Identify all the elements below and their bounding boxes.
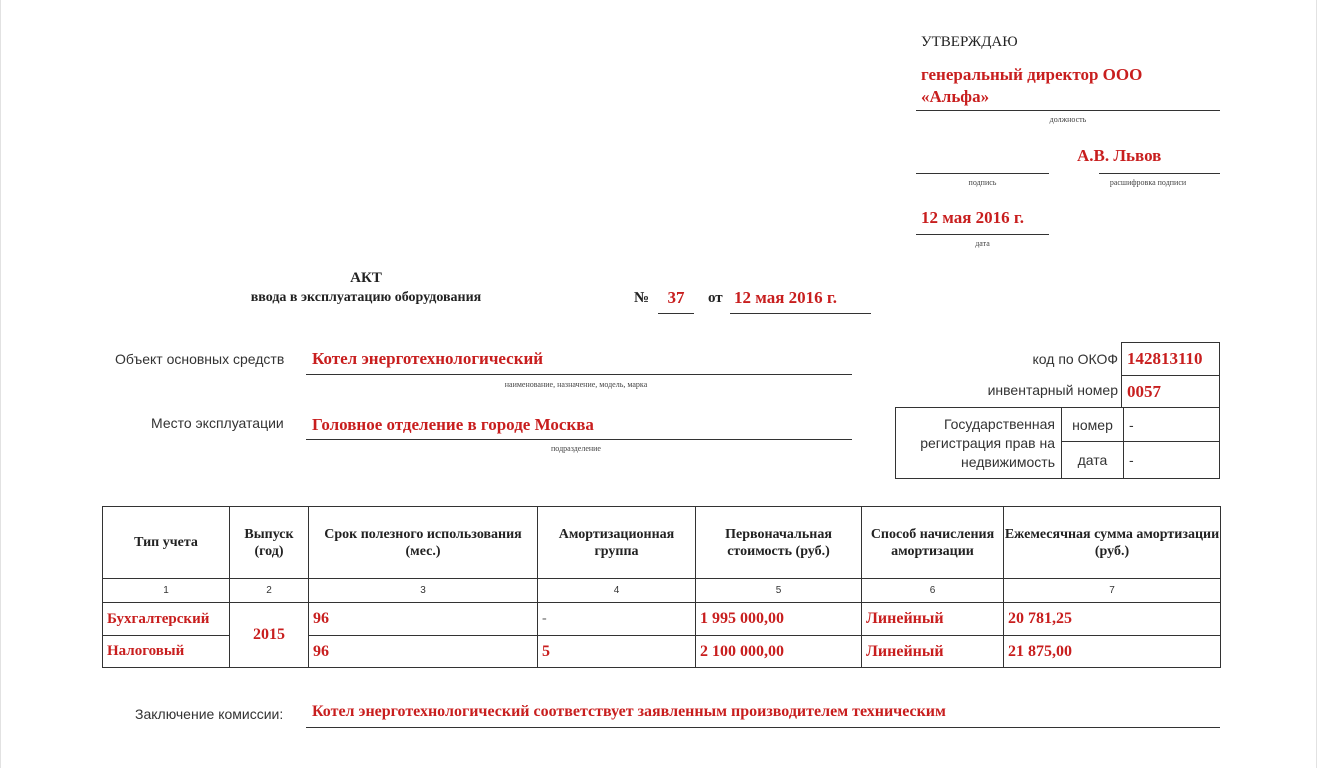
row-monthly: 20 781,25 [1004,603,1221,636]
col-number: 7 [1004,579,1221,603]
row-year: 2015 [230,603,309,668]
registration-box [895,407,1220,479]
act-number-label: № [634,290,650,306]
header-year: Выпуск (год) [230,507,309,579]
date-caption: дата [975,239,990,248]
table-row [103,603,1221,636]
position-line [916,110,1220,111]
row-method: Линейный [862,603,1004,636]
okof-value: 142813110 [1122,343,1220,376]
act-subtitle: ввода в эксплуатацию оборудования [250,290,482,305]
position-caption: должность [1049,115,1087,124]
object-line [306,374,852,375]
row-cost: 2 100 000,00 [696,636,862,668]
act-number-line [658,313,694,314]
okof-label: код по ОКОФ [1032,351,1118,367]
object-caption: наименование, назначение, модель, марка [504,380,648,389]
codes-box [1121,342,1220,408]
depreciation-table [102,506,1221,668]
row-group: - [538,603,696,636]
location-label: Место эксплуатации [151,415,284,431]
header-type: Тип учета [103,507,230,579]
signature-caption: подпись [968,178,997,187]
table-number-row [103,579,1221,603]
name-caption: расшифровка подписи [1109,178,1187,187]
name-line [1099,173,1220,174]
row-type: Налоговый [103,636,230,668]
row-term: 96 [309,636,538,668]
col-number: 4 [538,579,696,603]
col-number: 1 [103,579,230,603]
header-cost: Первоначальная стоимость (руб.) [696,507,862,579]
location-caption: подразделение [551,444,601,453]
act-date-line [730,313,871,314]
approval-date: 12 мая 2016 г. [921,208,1024,227]
approval-title: УТВЕРЖДАЮ [921,34,1018,50]
registration-label: Государственная регистрация прав на недвижимость [896,408,1062,479]
approval-position: генеральный директор ООО «Альфа» [921,65,1143,106]
col-number: 6 [862,579,1004,603]
conclusion-value: Котел энерготехнологический соответствует заявленным производителем техническим [312,703,946,720]
row-monthly: 21 875,00 [1004,636,1221,668]
act-date: 12 мая 2016 г. [734,288,837,307]
approver-name: А.В. Львов [1077,146,1162,165]
object-label: Объект основных средств [115,351,285,367]
header-method: Способ начисления амортизации [862,507,1004,579]
reg-number-value: - [1124,408,1220,442]
location-value: Головное отделение в городе Москва [312,415,594,434]
conclusion-line [306,727,1220,728]
col-number: 5 [696,579,862,603]
row-type: Бухгалтерский [103,603,230,636]
act-date-label: от [708,290,723,306]
col-number: 2 [230,579,309,603]
signature-line [916,173,1049,174]
object-value: Котел энерготехнологический [312,349,544,368]
row-cost: 1 995 000,00 [696,603,862,636]
location-line [306,439,852,440]
header-term: Срок полезного использования (мес.) [309,507,538,579]
act-title: АКТ [350,270,382,286]
inventory-label: инвентарный номер [987,382,1118,398]
reg-date-value: - [1124,442,1220,479]
row-method: Линейный [862,636,1004,668]
table-header-row [103,507,1221,579]
header-monthly: Ежемесячная сумма амортизации (руб.) [1004,507,1221,579]
row-group: 5 [538,636,696,668]
header-group: Амортизационная группа [538,507,696,579]
row-term: 96 [309,603,538,636]
reg-number-label: номер [1062,408,1124,442]
inventory-value: 0057 [1122,376,1220,408]
conclusion-label: Заключение комиссии: [135,706,284,722]
act-number: 37 [667,288,685,307]
reg-date-label: дата [1062,442,1124,479]
date-line [916,234,1049,235]
col-number: 3 [309,579,538,603]
